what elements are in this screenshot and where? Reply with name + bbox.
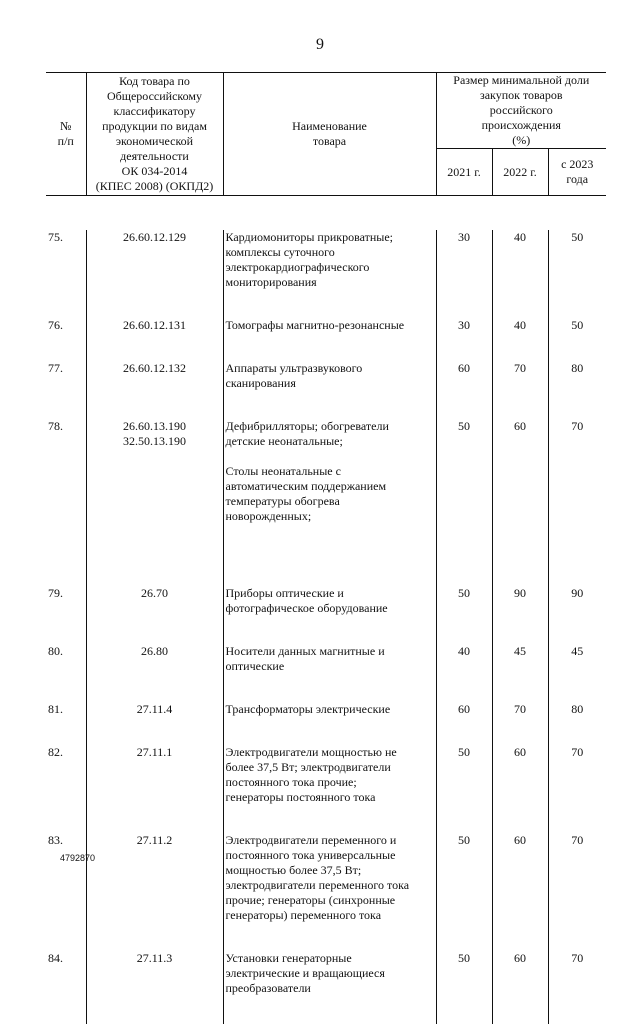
row-value-2021: 40 <box>436 644 492 702</box>
table-row <box>46 644 606 702</box>
row-name <box>223 419 436 586</box>
row-value-2021: 50 <box>436 586 492 644</box>
table-body <box>46 196 606 1024</box>
row-code: 27.11.4 <box>86 702 223 745</box>
header-name <box>223 73 436 196</box>
row-code: 27.11.2 <box>86 833 223 951</box>
row-number: 81. <box>46 702 86 745</box>
header-num <box>46 73 86 196</box>
row-value-2023: 90 <box>548 586 606 644</box>
row-value-2022: 90 <box>492 586 548 644</box>
row-name <box>223 644 436 702</box>
table-row <box>46 361 606 419</box>
page-number: 9 <box>0 36 640 54</box>
header-year-2023 <box>548 149 606 196</box>
row-value-2021: 50 <box>436 419 492 586</box>
row-value-2021: 30 <box>436 318 492 361</box>
header-code-label: Код товара по Общероссийскому классификатору продукции по видам экономической деятельности ОК 034-2014 (КПЕС 2008) (ОКПД2) <box>96 74 214 193</box>
row-name-paragraph: Томографы магнитно-резонансные <box>226 318 434 333</box>
row-value-2023: 50 <box>548 230 606 318</box>
row-value-2023: 45 <box>548 644 606 702</box>
row-name <box>223 361 436 419</box>
row-value-2021: 60 <box>436 361 492 419</box>
header-num-label: № п/п <box>58 119 74 148</box>
row-number: 82. <box>46 745 86 833</box>
row-name-paragraph: Дефибрилляторы; обогреватели детские неонатальные; <box>226 419 434 449</box>
row-number: 84. <box>46 951 86 1024</box>
row-name <box>223 230 436 318</box>
table-row <box>46 702 606 745</box>
row-number: 80. <box>46 644 86 702</box>
footer-document-code: 4792870 <box>60 853 95 863</box>
row-name <box>223 586 436 644</box>
row-code: 26.60.12.131 <box>86 318 223 361</box>
header-name-label: Наименование товара <box>292 119 367 148</box>
row-code: 27.11.3 <box>86 951 223 1024</box>
row-value-2021: 50 <box>436 745 492 833</box>
row-value-2023: 70 <box>548 745 606 833</box>
row-value-2021: 30 <box>436 230 492 318</box>
row-name <box>223 745 436 833</box>
row-value-2023: 70 <box>548 419 606 586</box>
row-number: 83. <box>46 833 86 951</box>
row-value-2022: 40 <box>492 318 548 361</box>
row-value-2022: 40 <box>492 230 548 318</box>
row-code: 26.60.12.129 <box>86 230 223 318</box>
header-year-2021: 2021 г. <box>436 149 492 196</box>
row-name-paragraph: Кардиомониторы прикроватные; комплексы суточного электрокардиографического мониторирования <box>226 230 434 290</box>
row-value-2023: 70 <box>548 951 606 1024</box>
row-value-2021: 50 <box>436 833 492 951</box>
row-code: 26.60.12.132 <box>86 361 223 419</box>
row-value-2022: 60 <box>492 745 548 833</box>
header-year-2022: 2022 г. <box>492 149 548 196</box>
table-row <box>46 745 606 833</box>
row-number: 76. <box>46 318 86 361</box>
row-name <box>223 951 436 1024</box>
row-code: 26.70 <box>86 586 223 644</box>
row-number: 78. <box>46 419 86 586</box>
row-number: 79. <box>46 586 86 644</box>
row-name-paragraph: Электродвигатели мощностью не более 37,5 Вт; электродвигатели постоянного тока прочие; генераторы постоянного тока <box>226 745 434 805</box>
row-name-paragraph: Установки генераторные электрические и вращающиеся преобразователи <box>226 951 434 996</box>
header-share <box>436 73 606 149</box>
table-row <box>46 951 606 1024</box>
goods-table <box>46 72 606 1024</box>
row-value-2022: 60 <box>492 833 548 951</box>
row-number: 77. <box>46 361 86 419</box>
row-name-paragraph: Приборы оптические и фотографическое оборудование <box>226 586 434 616</box>
row-code: 27.11.1 <box>86 745 223 833</box>
header-year-2023-label: с 2023 года <box>561 157 593 186</box>
table-row <box>46 230 606 318</box>
row-value-2022: 60 <box>492 419 548 586</box>
row-value-2023: 50 <box>548 318 606 361</box>
row-name <box>223 833 436 951</box>
row-value-2021: 60 <box>436 702 492 745</box>
row-value-2022: 70 <box>492 361 548 419</box>
row-name-paragraph: Носители данных магнитные и оптические <box>226 644 434 674</box>
header-code <box>86 73 223 196</box>
row-name-paragraph: Электродвигатели переменного и постоянного тока универсальные мощностью более 37,5 Вт; электродвигатели переменного тока прочие; генераторы (синхронные генераторы) переменного тока <box>226 833 434 923</box>
table-row <box>46 833 606 951</box>
row-value-2022: 60 <box>492 951 548 1024</box>
row-name-paragraph: Столы неонатальные с автоматическим поддержанием температуры обогрева новорожденных; <box>226 464 434 524</box>
row-value-2023: 80 <box>548 361 606 419</box>
row-name-paragraph: Аппараты ультразвукового сканирования <box>226 361 434 391</box>
table-row <box>46 318 606 361</box>
row-name <box>223 702 436 745</box>
row-value-2023: 80 <box>548 702 606 745</box>
row-name <box>223 318 436 361</box>
row-value-2023: 70 <box>548 833 606 951</box>
row-code: 26.80 <box>86 644 223 702</box>
row-code: 26.60.13.190 32.50.13.190 <box>86 419 223 586</box>
row-number: 75. <box>46 230 86 318</box>
header-share-label: Размер минимальной доли закупок товаров российского происхождения (%) <box>453 73 589 147</box>
row-value-2021: 50 <box>436 951 492 1024</box>
row-value-2022: 70 <box>492 702 548 745</box>
row-value-2022: 45 <box>492 644 548 702</box>
table-row <box>46 586 606 644</box>
table-row <box>46 419 606 586</box>
row-name-paragraph: Трансформаторы электрические <box>226 702 434 717</box>
